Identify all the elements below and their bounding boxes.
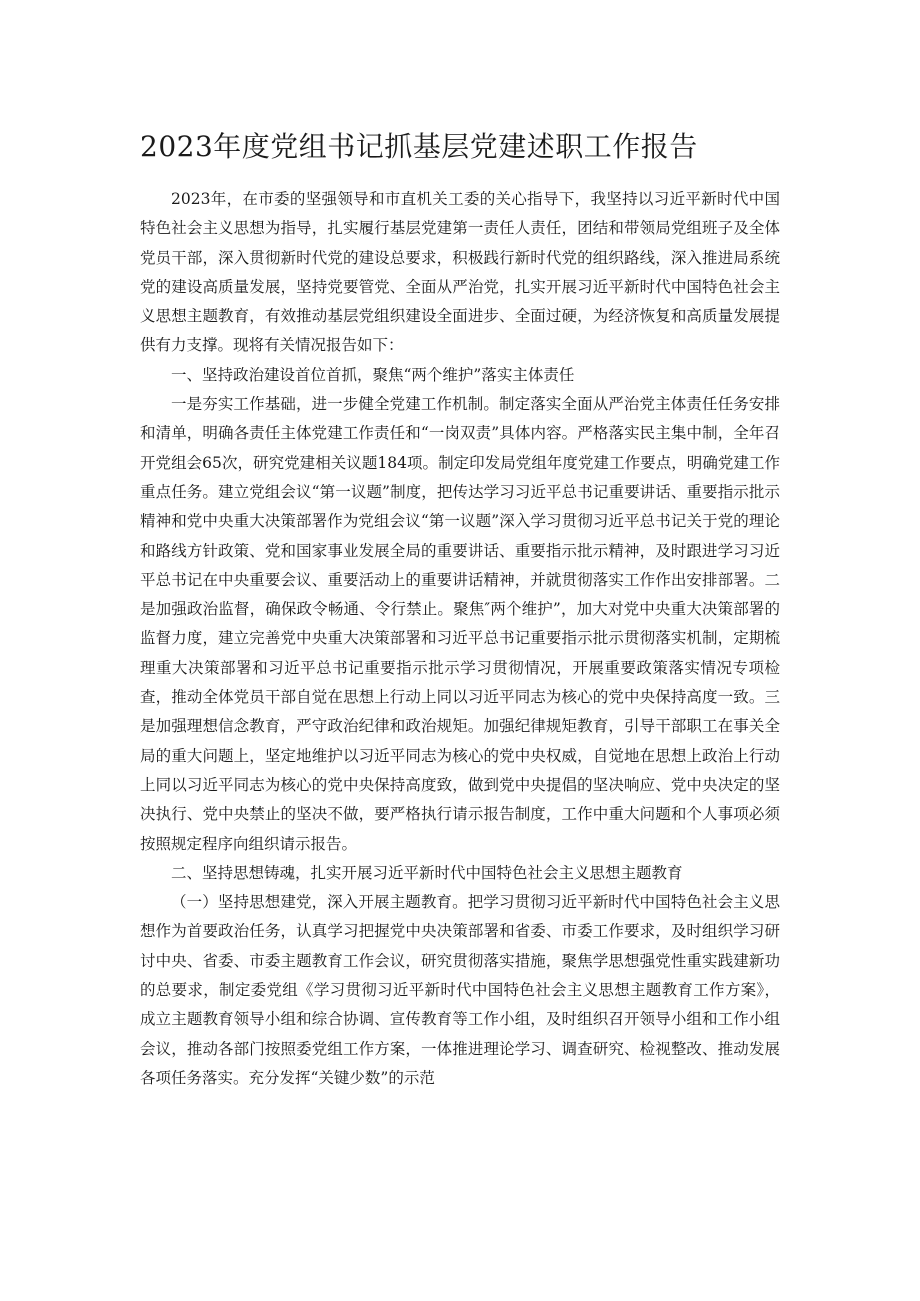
section-heading-2: 二、坚持思想铸魂，扎实开展习近平新时代中国特色社会主义思想主题教育 [171,863,683,882]
section-heading-1: 一、坚持政治建设首位首抓，聚焦“两个维护”落实主体责任 [171,365,575,384]
section-2-paragraph: （一）坚持思想建党，深入开展主题教育。把学习贯彻习近平新时代中国特色社会主义思想作为首要政治任务，认真学习把握党中央决策部署和省委、市委工作要求，及时组织学习研讨中央、省委、市委主题教育工作会议，研究贯彻落实措施，聚焦学思想强党性重实践建新功的总要求，制定委党组《学习贯彻习近平新时代中国特色社会主义思想主题教育工作方案》，成立主题教育领导小组和综合协调、宣传教育等工作小组，及时组织召开领导小组和工作小组会议，推动各部门按照委党组工作方案，一体推进理论学习、调查研究、检视整改、推动发展各项任务落实。充分发挥“关键少数”的示范 [140,893,780,1087]
intro-paragraph: 2023年，在市委的坚强领导和市直机关工委的关心指导下，我坚持以习近平新时代中国特色社会主义思想为指导，扎实履行基层党建第一责任人责任，团结和带领局党组班子及全体党员干部，深入贯彻新时代党的建设总要求，积极践行新时代党的组织路线，深入推进局系统党的建设高质量发展，坚持党要管党、全面从严治党，扎实开展习近平新时代中国特色社会主义思想主题教育，有效推动基层党组织建设全面进步、全面过硬，为经济恢复和高质量发展提供有力支撑。现将有关情况报告如下： [140,190,780,355]
section-1-paragraph: 一是夯实工作基础，进一步健全党建工作机制。制定落实全面从严治党主体责任任务安排和清单，明确各责任主体党建工作责任和“一岗双责”具体内容。严格落实民主集中制，全年召开党组会65次，研究党建相关议题184项。制定印发局党组年度党建工作要点，明确党建工作重点任务。建立党组会议“第一议题”制度，把传达学习习近平总书记重要讲话、重要指示批示精神和党中央重大决策部署作为党组会议“第一议题”深入学习贯彻习近平总书记关于党的理论和路线方针政策、党和国家事业发展全局的重要讲话、重要指示批示精神，及时跟进学习习近平总书记在中央重要会议、重要活动上的重要讲话精神，并就贯彻落实工作作出安排部署。二是加强政治监督，确保政令畅通、令行禁止。聚焦″两个维护”，加大对党中央重大决策部署的监督力度，建立完善党中央重大决策部署和习近平总书记重要指示批示贯彻落实机制，定期梳理重大决策部署和习近平总书记重要指示批示学习贯彻情况，开展重要政策落实情况专项检查，推动全体党员干部自觉在思想上行动上同以习近平同志为核心的党中央保持高度一致。三是加强理想信念教育，严守政治纪律和政治规矩。加强纪律规矩教育，引导干部职工在事关全局的重大问题上，坚定地维护以习近平同志为核心的党中央权威，自觉地在思想上政治上行动上同以习近平同志为核心的党中央保持高度致，做到党中央提倡的坚决响应、党中央决定的坚决执行、党中央禁止的坚决不做，要严格执行请示报告制度，工作中重大问题和个人事项必须按照规定程序向组织请示报告。 [140,395,780,853]
document-title: 2023年度党组书记抓基层党建述职工作报告 [140,130,698,163]
document-body [140,185,780,1093]
